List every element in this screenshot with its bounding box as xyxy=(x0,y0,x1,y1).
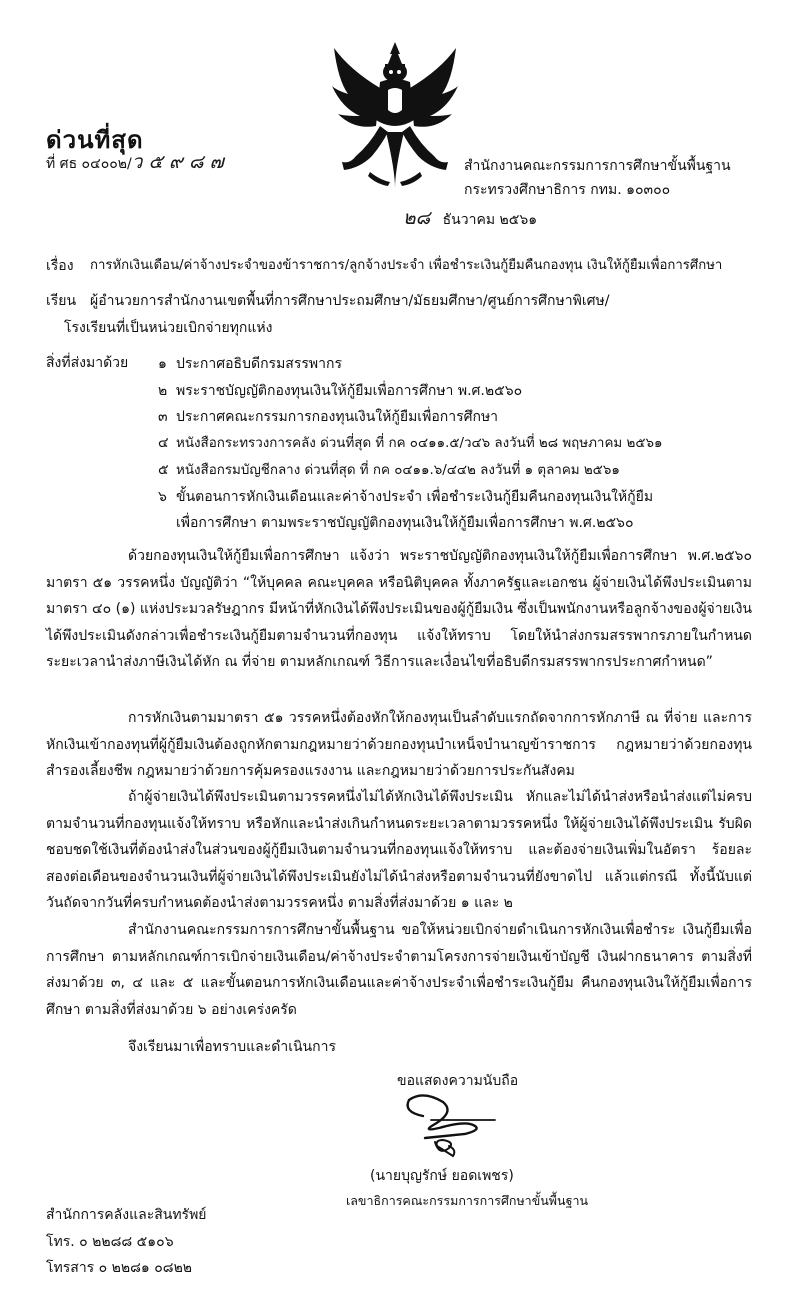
subject-text: การหักเงินเดือน/ค่าจ้างประจำของข้าราชการ/ลูกจ้างประจำ เพื่อชำระเงินกู้ยืมคืนกองทุน เงินให้กู้ยืมเพื่อการศึกษา xyxy=(90,258,723,273)
subject-label: เรื่อง xyxy=(46,258,74,274)
document-date xyxy=(403,208,537,230)
paragraph-3: ถ้าผู้จ่ายเงินได้พึงประเมินตามวรรคหนึ่งไม่ได้หักเงินได้พึงประเมิน หักและไม่ได้นำส่งหรือนำส่งแต่ไม่ครบ ตามจำนวนที่กองทุนแจ้งให้ทราบ หรือหักและนำส่งเกินกำหนดระยะเวลาตามวรรคหนึ่ง ให้ผู้จ่ายเงินได้พึงประเมิน รับผิดชอบชดใช้เงินที่ต้องนำส่งในส่วนของผู้กู้ยืมเงินตามจำนวนที่กองทุนแจ้งให้ทราบ และต้องจ่ายเงินเพิ่มในอัตรา ร้อยละสองต่อเดือนของจำนวนเงินที่ผู้จ่ายเงินได้พึงประเมินยังไม่ได้นำส่งหรือตามจำนวนที่ยังขาดไป แล้วแต่กรณี ทั้งนี้นับแต่วันถัดจากวันที่ครบกำหนดต้องนำส่งตามวรรคหนึ่ง ตามสิ่งที่ส่งมาด้วย ๑ และ ๒ xyxy=(46,789,752,911)
attachment-item-continued: เพื่อการศึกษา ตามพระราชบัญญัติกองทุนเงินให้กู้ยืมเพื่อการศึกษา พ.ศ.๒๕๖๐ xyxy=(176,515,634,531)
attachment-item: ประกาศอธิบดีกรมสรรพากร xyxy=(176,356,342,372)
paragraph-2: การหักเงินตามมาตรา ๕๑ วรรคหนึ่งต้องหักให้กองทุนเป็นลำดับแรกถัดจากการหักภาษี ณ ที่จ่าย และการหักเงินเข้ากองทุนที่ผู้กู้ยืมเงินต้องถูกหักตามกฎหมายว่าด้วยกองทุนบำเหน็จบำนาญข้าราชการ กฎหมายว่าด้วยกองทุนสำรองเลี้ยงชีพ กฎหมายว่าด้วยการคุ้มครองแรงงาน และกฎหมายว่าด้วยการประกันสังคม xyxy=(46,710,752,779)
attachment-item: พระราชบัญญัติกองทุนเงินให้กู้ยืมเพื่อการศึกษา พ.ศ.๒๕๖๐ xyxy=(176,383,523,399)
paragraph-4: สำนักงานคณะกรรมการการศึกษาขั้นพื้นฐาน ขอให้หน่วยเบิกจ่ายดำเนินการหักเงินเพื่อชำระ เงินกู้ยืมเพื่อการศึกษา ตามหลักเกณฑ์การเบิกจ่ายเงินเดือน/ค่าจ้างประจำตามโครงการจ่ายเงินเข้าบัญชี เงินฝากธนาคาร ตามสิ่งที่ส่งมาด้วย ๓, ๔ และ ๕ และขั้นตอนการหักเงินเดือนและค่าจ้างประจำเพื่อชำระเงินกู้ยืม คืนกองทุนเงินให้กู้ยืมเพื่อการศึกษา ตามสิ่งที่ส่งมาด้วย ๖ อย่างเคร่งครัด xyxy=(46,922,752,1018)
office-name: สำนักงานคณะกรรมการการศึกษาขั้นพื้นฐาน xyxy=(464,158,731,174)
signatory-position: เลขาธิการคณะกรรมการการศึกษาขั้นพื้นฐาน xyxy=(346,1193,589,1208)
recipient-line-2: โรงเรียนที่เป็นหน่วยเบิกจ่ายทุกแห่ง xyxy=(64,320,273,336)
paragraph-1: ด้วยกองทุนเงินให้กู้ยืมเพื่อการศึกษา แจ้งว่า พระราชบัญญัติกองทุนเงินให้กู้ยืมเพื่อการศึกษา พ.ศ.๒๕๖๐ มาตรา ๕๑ วรรคหนึ่ง บัญญัติว่า “ให้บุคคล คณะบุคคล หรือนิติบุคคล ทั้งภาครัฐและเอกชน ผู้จ่ายเงินได้พึงประเมินตามมาตรา ๔๐ (๑) แห่งประมวลรัษฎากร มีหน้าที่หักเงินได้พึงประเมินของผู้กู้ยืมเงิน ซึ่งเป็นพนักงานหรือลูกจ้างของผู้จ่ายเงินได้พึงประเมินดังกล่าวเพื่อชำระเงินกู้ยืมตามจำนวนที่กองทุน แจ้งให้ทราบ โดยให้นำส่งกรมสรรพากรภายในกำหนดระยะเวลานำส่งภาษีเงินได้หัก ณ ที่จ่าย ตามหลักเกณฑ์ วิธีการและเงื่อนไขที่อธิบดีกรมสรรพากรประกาศกำหนด” xyxy=(46,548,753,670)
recipient-label: เรียน xyxy=(46,293,77,309)
office-address: กระทรวงศึกษาธิการ กทม. ๑๐๓๐๐ xyxy=(464,182,671,198)
attachment-number: ๕ xyxy=(158,462,169,478)
date-month-year: ธันวาคม ๒๕๖๑ xyxy=(442,212,538,228)
handwritten-signature xyxy=(395,1090,505,1160)
fax-number: โทรสาร ๐ ๒๒๘๑ ๐๘๒๒ xyxy=(46,1260,193,1276)
attachments-label: สิ่งที่ส่งมาด้วย xyxy=(46,355,129,371)
attachment-item: ขั้นตอนการหักเงินเดือนและค่าจ้างประจำ เพื่อชำระเงินกู้ยืมคืนกองทุนเงินให้กู้ยืม xyxy=(176,489,654,505)
attachment-number: ๒ xyxy=(158,383,168,399)
attachment-item: หนังสือกระทรวงการคลัง ด่วนที่สุด ที่ กค ๐๔๑๑.๕/ว๔๖ ลงวันที่ ๒๘ พฤษภาคม ๒๕๖๑ xyxy=(176,436,663,451)
issuing-division: สำนักการคลังและสินทรัพย์ xyxy=(46,1207,207,1223)
attachment-item: หนังสือกรมบัญชีกลาง ด่วนที่สุด ที่ กค ๐๔๑๑.๖/๔๔๒ ลงวันที่ ๑ ตุลาคม ๒๕๖๑ xyxy=(176,463,620,478)
closing-sentence: จึงเรียนมาเพื่อทราบและดำเนินการ xyxy=(128,1039,336,1055)
regards: ขอแสดงความนับถือ xyxy=(397,1073,519,1089)
attachment-item: ประกาศคณะกรรมการกองทุนเงินให้กู้ยืมเพื่อการศึกษา xyxy=(176,409,499,425)
reference-handwritten: ว ๕ ๙ ๘ ๗ xyxy=(131,151,224,173)
attachment-number: ๓ xyxy=(158,409,168,425)
recipient-line-1: ผู้อำนวยการสำนักงานเขตพื้นที่การศึกษาประถมศึกษา/มัธยมศึกษา/ศูนย์การศึกษาพิเศษ/ xyxy=(90,293,610,309)
reference-number xyxy=(46,152,224,174)
urgency-label: ด่วนที่สุด xyxy=(46,125,144,154)
attachment-number: ๖ xyxy=(158,489,167,505)
attachment-number: ๔ xyxy=(158,435,169,451)
attachment-number: ๑ xyxy=(158,356,167,372)
reference-prefix: ที่ ศธ ๐๔๐๐๒/ xyxy=(46,156,132,172)
phone-number: โทร. ๐ ๒๒๘๘ ๕๑๐๖ xyxy=(46,1234,174,1250)
signatory-name: (นายบุญรักษ์ ยอดเพชร) xyxy=(370,1168,514,1184)
garuda-emblem xyxy=(330,40,460,190)
date-day-handwritten: ๒๘ xyxy=(403,207,431,229)
